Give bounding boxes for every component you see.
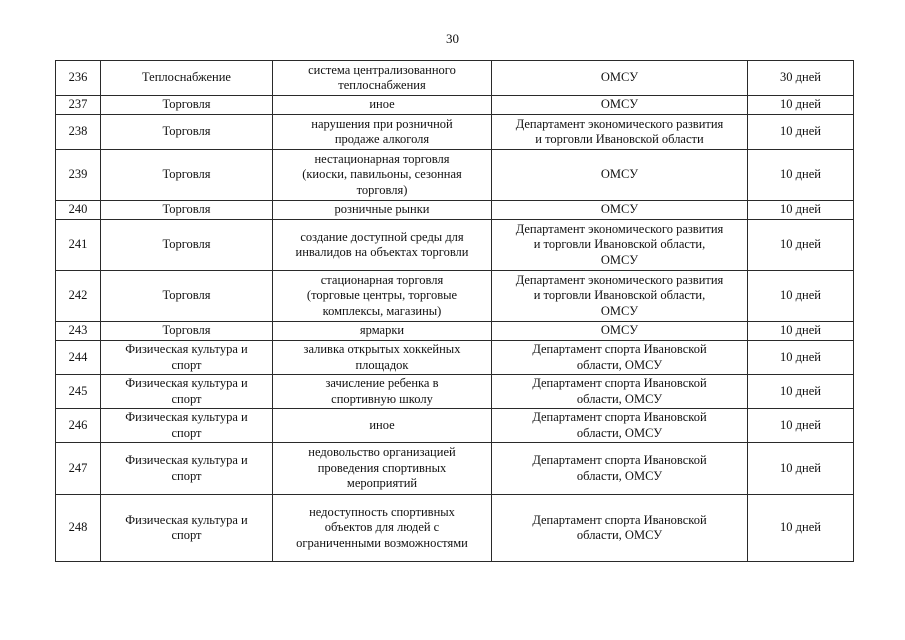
organization-cell: ОМСУ — [492, 150, 748, 201]
term-cell: 10 дней — [748, 115, 854, 150]
topic-cell: иное — [273, 96, 492, 115]
table-row — [56, 115, 854, 150]
row-number: 242 — [56, 271, 101, 322]
table-row — [56, 443, 854, 495]
topic-cell: создание доступной среды для инвалидов на объектах торговли — [273, 220, 492, 271]
sphere-cell: Физическая культура и спорт — [101, 495, 273, 562]
term-cell: 10 дней — [748, 271, 854, 322]
row-number: 239 — [56, 150, 101, 201]
table-row — [56, 322, 854, 341]
row-number: 245 — [56, 375, 101, 409]
term-cell: 10 дней — [748, 220, 854, 271]
sphere-cell: Торговля — [101, 220, 273, 271]
table-row — [56, 96, 854, 115]
organization-cell: ОМСУ — [492, 201, 748, 220]
table-row — [56, 375, 854, 409]
table-body — [56, 61, 854, 562]
sphere-cell: Торговля — [101, 271, 273, 322]
organization-cell: Департамент спорта Ивановской области, ОМСУ — [492, 443, 748, 495]
organization-cell: Департамент экономического развития и торговли Ивановской области, ОМСУ — [492, 271, 748, 322]
topic-cell: иное — [273, 409, 492, 443]
topic-cell: нестационарная торговля (киоски, павильоны, сезонная торговля) — [273, 150, 492, 201]
organization-cell: Департамент экономического развития и торговли Ивановской области — [492, 115, 748, 150]
term-cell: 10 дней — [748, 375, 854, 409]
row-number: 247 — [56, 443, 101, 495]
table-row — [56, 409, 854, 443]
row-number: 236 — [56, 61, 101, 96]
sphere-cell: Торговля — [101, 115, 273, 150]
topic-cell: заливка открытых хоккейных площадок — [273, 341, 492, 375]
topic-cell: недовольство организацией проведения спортивных мероприятий — [273, 443, 492, 495]
sphere-cell: Физическая культура и спорт — [101, 375, 273, 409]
table-row — [56, 495, 854, 562]
topic-cell: недоступность спортивных объектов для людей с ограниченными возможностями — [273, 495, 492, 562]
sphere-cell: Теплоснабжение — [101, 61, 273, 96]
sphere-cell: Физическая культура и спорт — [101, 341, 273, 375]
table-row — [56, 201, 854, 220]
topic-cell: зачисление ребенка в спортивную школу — [273, 375, 492, 409]
table-row — [56, 271, 854, 322]
term-cell: 10 дней — [748, 322, 854, 341]
organization-cell: Департамент спорта Ивановской области, ОМСУ — [492, 495, 748, 562]
organization-cell: Департамент спорта Ивановской области, ОМСУ — [492, 341, 748, 375]
document-table — [55, 60, 854, 562]
term-cell: 10 дней — [748, 409, 854, 443]
term-cell: 10 дней — [748, 150, 854, 201]
term-cell: 10 дней — [748, 443, 854, 495]
row-number: 244 — [56, 341, 101, 375]
topic-cell: система централизованного теплоснабжения — [273, 61, 492, 96]
sphere-cell: Торговля — [101, 96, 273, 115]
organization-cell: Департамент спорта Ивановской области, ОМСУ — [492, 409, 748, 443]
table-row — [56, 61, 854, 96]
term-cell: 30 дней — [748, 61, 854, 96]
organization-cell: Департамент спорта Ивановской области, ОМСУ — [492, 375, 748, 409]
topic-cell: ярмарки — [273, 322, 492, 341]
table-row — [56, 150, 854, 201]
row-number: 238 — [56, 115, 101, 150]
row-number: 246 — [56, 409, 101, 443]
topic-cell: розничные рынки — [273, 201, 492, 220]
organization-cell: ОМСУ — [492, 96, 748, 115]
sphere-cell: Физическая культура и спорт — [101, 443, 273, 495]
topic-cell: нарушения при розничной продаже алкоголя — [273, 115, 492, 150]
organization-cell: ОМСУ — [492, 61, 748, 96]
term-cell: 10 дней — [748, 96, 854, 115]
page-number: 30 — [446, 31, 459, 46]
table-row — [56, 341, 854, 375]
term-cell: 10 дней — [748, 201, 854, 220]
organization-cell: Департамент экономического развития и торговли Ивановской области, ОМСУ — [492, 220, 748, 271]
sphere-cell: Физическая культура и спорт — [101, 409, 273, 443]
sphere-cell: Торговля — [101, 201, 273, 220]
row-number: 241 — [56, 220, 101, 271]
row-number: 237 — [56, 96, 101, 115]
sphere-cell: Торговля — [101, 150, 273, 201]
organization-cell: ОМСУ — [492, 322, 748, 341]
term-cell: 10 дней — [748, 341, 854, 375]
table-row — [56, 220, 854, 271]
topic-cell: стационарная торговля (торговые центры, торговые комплексы, магазины) — [273, 271, 492, 322]
row-number: 243 — [56, 322, 101, 341]
row-number: 240 — [56, 201, 101, 220]
term-cell: 10 дней — [748, 495, 854, 562]
sphere-cell: Торговля — [101, 322, 273, 341]
row-number: 248 — [56, 495, 101, 562]
